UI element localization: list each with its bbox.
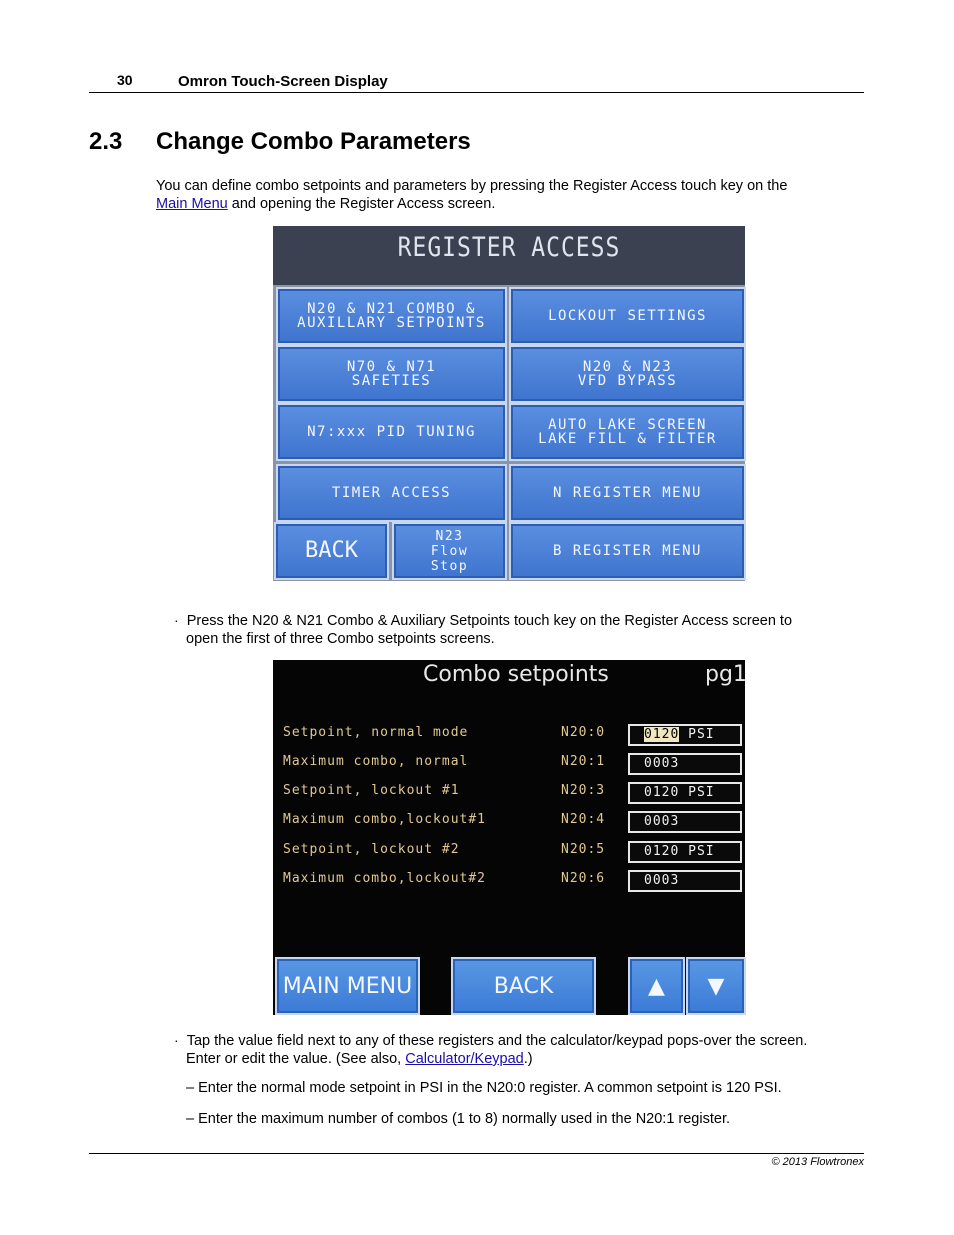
row-label: Maximum combo,lockout#2 (283, 871, 487, 886)
value-text: 0003 (644, 756, 680, 771)
auto-lake-screen-button[interactable] (509, 403, 746, 461)
intro-text-1: You can define combo setpoints and parameters by pressing the Register Access touch key on the (156, 178, 788, 194)
vfd-bypass-button[interactable] (509, 345, 746, 403)
row-register: N20:4 (561, 812, 606, 827)
running-header: Omron Touch-Screen Display (178, 73, 388, 90)
section-title: Change Combo Parameters (156, 128, 471, 155)
button-label: B REGISTER MENU (553, 543, 702, 559)
value-text: 0003 (644, 814, 680, 829)
bullet-2-line-2a: Enter or edit the value. (See also, (186, 1051, 402, 1067)
button-label: N23 Flow Stop (430, 528, 469, 574)
down-arrow-icon: ▼ (707, 973, 725, 999)
button-label: N70 & N71 SAFETIES (346, 359, 437, 389)
sub-item-2: – Enter the maximum number of combos (1 to 8) normally used in the N20:1 register. (186, 1111, 730, 1127)
button-label: N20 & N23 VFD BYPASS (577, 359, 678, 389)
n70-n71-safeties-button[interactable] (276, 345, 507, 403)
bullet-1-line-2: open the first of three Combo setpoints screens. (186, 631, 495, 647)
pid-tuning-button[interactable] (276, 403, 507, 461)
main-menu-button[interactable] (275, 957, 420, 1015)
setpoint-normal-field[interactable] (628, 724, 742, 746)
row-register: N20:5 (561, 842, 606, 857)
n23-flow-stop-button[interactable] (392, 522, 507, 580)
intro-paragraph (156, 177, 856, 213)
bullet-dot: · (174, 1032, 179, 1048)
bullet-1-line-1: Press the N20 & N21 Combo & Auxiliary Setpoints touch key on the Register Access screen to (186, 613, 793, 629)
scroll-down-button[interactable] (686, 957, 746, 1015)
b-register-menu-button[interactable] (509, 522, 746, 580)
intro-text-2: and opening the Register Access screen. (231, 196, 496, 212)
section-number: 2.3 (89, 128, 123, 155)
button-label: BACK (493, 973, 554, 999)
button-label: N REGISTER MENU (553, 485, 702, 501)
back-button[interactable] (451, 957, 596, 1015)
row-label: Maximum combo, normal (283, 754, 469, 769)
row-register: N20:1 (561, 754, 606, 769)
row-label: Maximum combo,lockout#1 (283, 812, 487, 827)
max-combo-lockout1-field[interactable] (628, 811, 742, 833)
selected-value: 0120 (644, 727, 680, 742)
row-register: N20:3 (561, 783, 606, 798)
n20-n21-combo-button[interactable] (276, 287, 507, 345)
n-register-menu-button[interactable] (509, 464, 746, 522)
button-label: AUTO LAKE SCREEN LAKE FILL & FILTER (538, 417, 717, 447)
calculator-keypad-link[interactable]: Calculator/Keypad (405, 1051, 524, 1067)
bullet-2-line-1: Tap the value field next to any of these registers and the calculator/keypad pops-over the screen. (186, 1033, 808, 1049)
max-combo-lockout2-field[interactable] (628, 870, 742, 892)
bullet-dot: · (174, 612, 179, 628)
header-rule (89, 92, 864, 93)
timer-access-button[interactable] (276, 464, 507, 522)
value-text: 0003 (644, 873, 680, 888)
value-text: PSI (679, 727, 715, 742)
button-label: N20 & N21 COMBO & AUXILLARY SETPOINTS (297, 301, 486, 331)
up-arrow-icon: ▲ (648, 973, 665, 999)
max-combo-normal-field[interactable] (628, 753, 742, 775)
combo-page-indicator: pg1 (705, 662, 747, 687)
lockout-settings-button[interactable] (509, 287, 746, 345)
button-label: N7:xxx PID TUNING (307, 424, 476, 440)
main-menu-link[interactable]: Main Menu (156, 196, 228, 212)
row-register: N20:6 (561, 871, 606, 886)
scroll-up-button[interactable] (628, 957, 685, 1015)
value-text: 0120 PSI (644, 785, 715, 800)
page-number: 30 (117, 72, 133, 88)
row-label: Setpoint, lockout #2 (283, 842, 460, 857)
row-register: N20:0 (561, 725, 606, 740)
bullet-2-line-2b: .) (523, 1051, 533, 1067)
sub-item-1: – Enter the normal mode setpoint in PSI in the N20:0 register. A common setpoint is 120 PSI. (186, 1080, 782, 1096)
register-access-screen (273, 226, 745, 581)
combo-setpoints-screen (273, 660, 745, 1015)
bullet-2 (174, 1031, 864, 1068)
back-button[interactable] (274, 522, 389, 580)
row-label: Setpoint, normal mode (283, 725, 469, 740)
setpoint-lockout2-field[interactable] (628, 841, 742, 863)
bullet-1 (174, 611, 854, 648)
button-label: BACK (305, 538, 358, 563)
button-label: LOCKOUT SETTINGS (548, 308, 707, 324)
row-label: Setpoint, lockout #1 (283, 783, 460, 798)
setpoint-lockout1-field[interactable] (628, 782, 742, 804)
footer-rule (89, 1153, 864, 1154)
button-label: MAIN MENU (282, 973, 413, 999)
value-text: 0120 PSI (644, 844, 715, 859)
footer-copyright: © 2013 Flowtronex (771, 1156, 864, 1168)
register-access-title: REGISTER ACCESS (397, 233, 621, 263)
button-label: TIMER ACCESS (331, 485, 452, 501)
combo-screen-title: Combo setpoints (423, 662, 609, 687)
